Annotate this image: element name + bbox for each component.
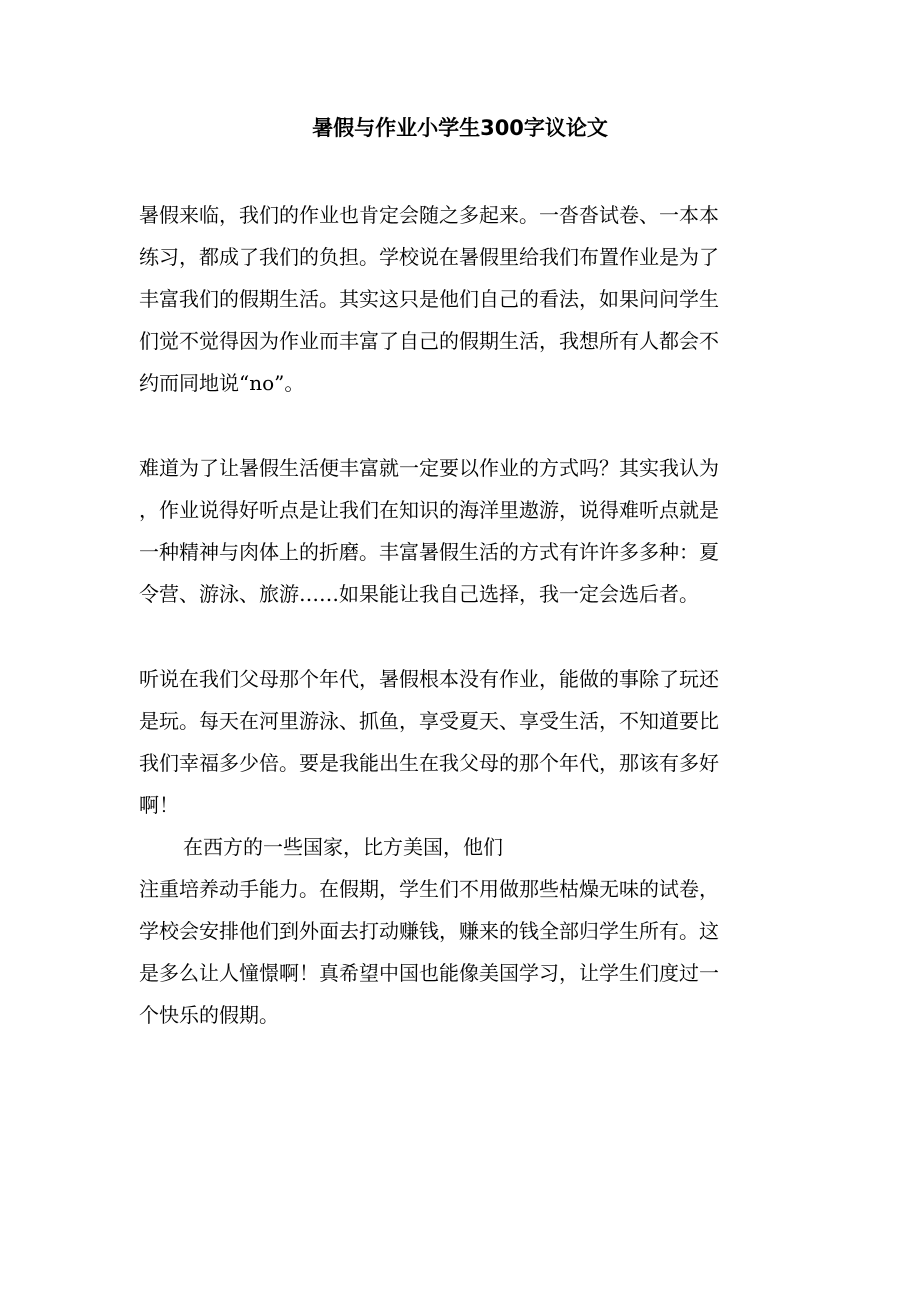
- paragraph-line: 约而同地说“no”。: [139, 371, 305, 395]
- paragraph-line: 难道为了让暑假生活便丰富就一定要以作业的方式吗？其实我认为: [139, 456, 719, 480]
- paragraph-4: [139, 826, 779, 1036]
- paragraph-line: 是玩。每天在河里游泳、抓鱼，享受夏天、享受生活，不知道要比: [139, 709, 719, 733]
- paragraph-line: 听说在我们父母那个年代，暑假根本没有作业，能做的事除了玩还: [139, 667, 719, 691]
- paragraph-line: 一种精神与肉体上的折磨。丰富暑假生活的方式有许许多多种：夏: [139, 540, 719, 564]
- paragraph-2: [139, 447, 779, 615]
- paragraph-3: [139, 658, 779, 826]
- paragraph-line: 学校会安排他们到外面去打动赚钱，赚来的钱全部归学生所有。这: [139, 919, 719, 943]
- paragraph-line: ，作业说得好听点是让我们在知识的海洋里遨游，说得难听点就是: [139, 498, 719, 522]
- paragraph-line: 啊！: [139, 793, 179, 817]
- paragraph-line: 注重培养动手能力。在假期，学生们不用做那些枯燥无味的试卷，: [139, 877, 719, 901]
- paragraph-line: 练习，都成了我们的负担。学校说在暑假里给我们布置作业是为了: [139, 245, 719, 269]
- paragraph-line: 暑假来临，我们的作业也肯定会随之多起来。一沓沓试卷、一本本: [139, 203, 719, 227]
- paragraph-1: [139, 194, 779, 404]
- paragraph-line: 在西方的一些国家，比方美国，他们: [183, 835, 503, 859]
- paragraph-line: 丰富我们的假期生活。其实这只是他们自己的看法，如果问问学生: [139, 287, 719, 311]
- paragraph-line: 令营、游泳、旅游……如果能让我自己选择，我一定会选后者。: [139, 582, 699, 606]
- document-title: 暑假与作业小学生300字议论文: [312, 116, 608, 140]
- paragraph-line: 我们幸福多少倍。要是我能出生在我父母的那个年代，那该有多好: [139, 751, 719, 775]
- paragraph-line: 是多么让人憧憬啊！真希望中国也能像美国学习，让学生们度过一: [139, 961, 719, 985]
- paragraph-line: 个快乐的假期。: [139, 1003, 279, 1027]
- paragraph-line: 们觉不觉得因为作业而丰富了自己的假期生活，我想所有人都会不: [139, 329, 719, 353]
